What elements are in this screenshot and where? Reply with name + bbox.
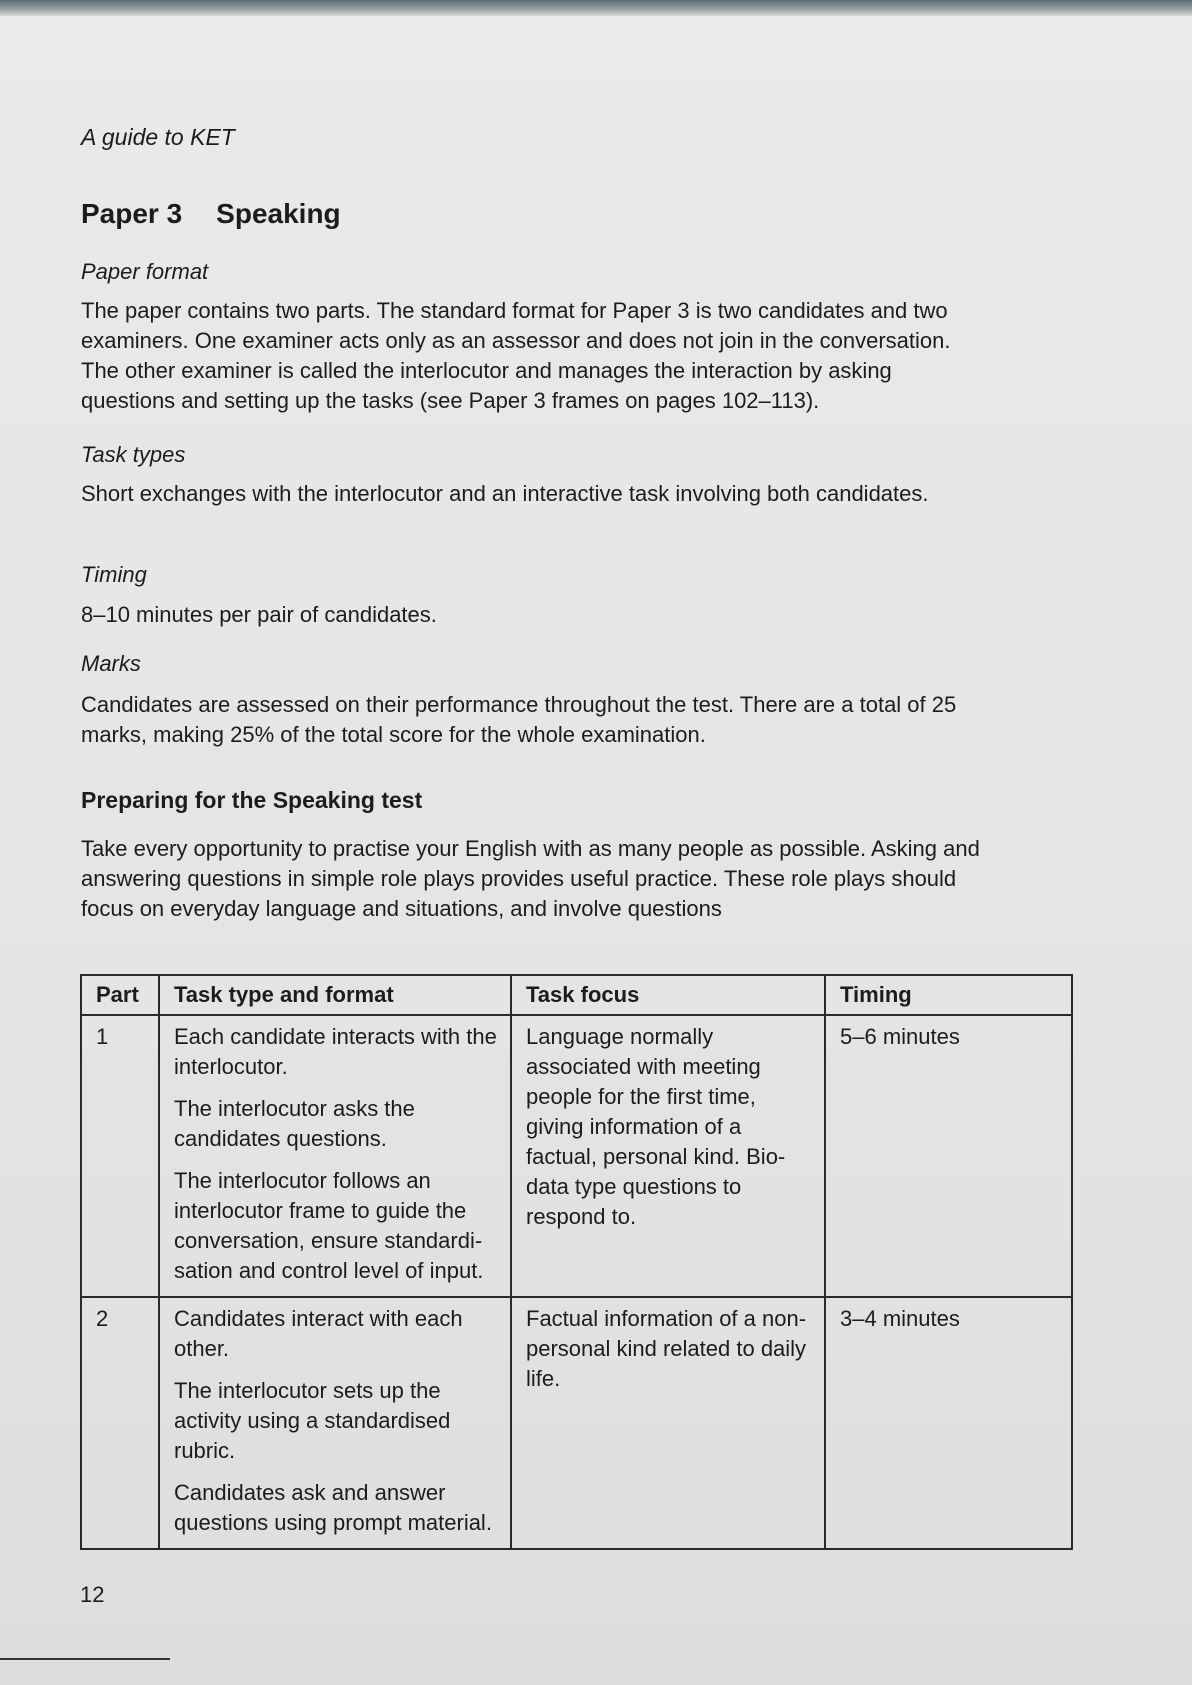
cell-format bbox=[159, 1297, 511, 1549]
table-header-row bbox=[81, 975, 1072, 1015]
speaking-test-table bbox=[80, 974, 1073, 1550]
cell-part: 2 bbox=[81, 1297, 159, 1549]
marks-heading: Marks bbox=[81, 651, 141, 676]
cell-format bbox=[159, 1015, 511, 1297]
header-task-focus: Task focus bbox=[511, 975, 825, 1015]
running-header: A guide to KET bbox=[81, 124, 235, 150]
cell-timing: 5–6 minutes bbox=[825, 1015, 1072, 1297]
paper-number: Paper 3 bbox=[81, 198, 183, 229]
task-types-heading: Task types bbox=[81, 442, 186, 467]
paper-name: Speaking bbox=[216, 198, 341, 229]
format-text: The paper contains two parts. The standard format for Paper 3 is two candidates and two examiners. One examiner acts only as an assessor and does not join in the conversation. The other examiner is called the interlocutor and manages the interaction by asking questions and setting up the tasks (see Paper 3 frames on pages 102–113). bbox=[81, 298, 951, 413]
top-edge-band bbox=[0, 0, 1192, 16]
marks-text: Candidates are assessed on their performance throughout the test. There are a total of 25 marks, making 25% of the total score for the whole examination. bbox=[81, 692, 957, 747]
cell-focus: Language normally associated with meeting people for the first time, giving information of a factual, personal kind. Bio-data type questions to respond to. bbox=[511, 1015, 825, 1297]
cell-focus: Factual information of a non-personal kind related to daily life. bbox=[511, 1297, 825, 1549]
header-task-type: Task type and format bbox=[159, 975, 511, 1015]
format-line: The interlocutor follows an interlocutor frame to guide the conversation, ensure standardi-sation and control level of input. bbox=[174, 1168, 484, 1283]
paper-title bbox=[81, 198, 341, 230]
header-timing: Timing bbox=[825, 975, 1072, 1015]
format-line: Candidates interact with each other. bbox=[174, 1306, 463, 1361]
header-part: Part bbox=[81, 975, 159, 1015]
table-row bbox=[81, 1297, 1072, 1549]
format-heading: Paper format bbox=[81, 259, 209, 284]
table-row bbox=[81, 1015, 1072, 1297]
format-line: Each candidate interacts with the interlocutor. bbox=[174, 1024, 497, 1079]
format-line: The interlocutor sets up the activity using a standardised rubric. bbox=[174, 1378, 451, 1463]
bottom-rule bbox=[0, 1658, 170, 1660]
timing-text: 8–10 minutes per pair of candidates. bbox=[81, 602, 437, 627]
timing-heading: Timing bbox=[81, 562, 147, 587]
format-line: The interlocutor asks the candidates questions. bbox=[174, 1096, 415, 1151]
cell-part: 1 bbox=[81, 1015, 159, 1297]
format-line: Candidates ask and answer questions using prompt material. bbox=[174, 1480, 492, 1535]
page-number: 12 bbox=[80, 1582, 105, 1607]
task-types-text: Short exchanges with the interlocutor and an interactive task involving both candidates. bbox=[81, 481, 929, 506]
preparing-text: Take every opportunity to practise your English with as many people as possible. Asking and answering questions in simple role plays provides useful practice. These role plays should focus on everyday language and situations, and involve questions bbox=[81, 836, 980, 921]
cell-timing: 3–4 minutes bbox=[825, 1297, 1072, 1549]
preparing-title: Preparing for the Speaking test bbox=[81, 787, 423, 813]
